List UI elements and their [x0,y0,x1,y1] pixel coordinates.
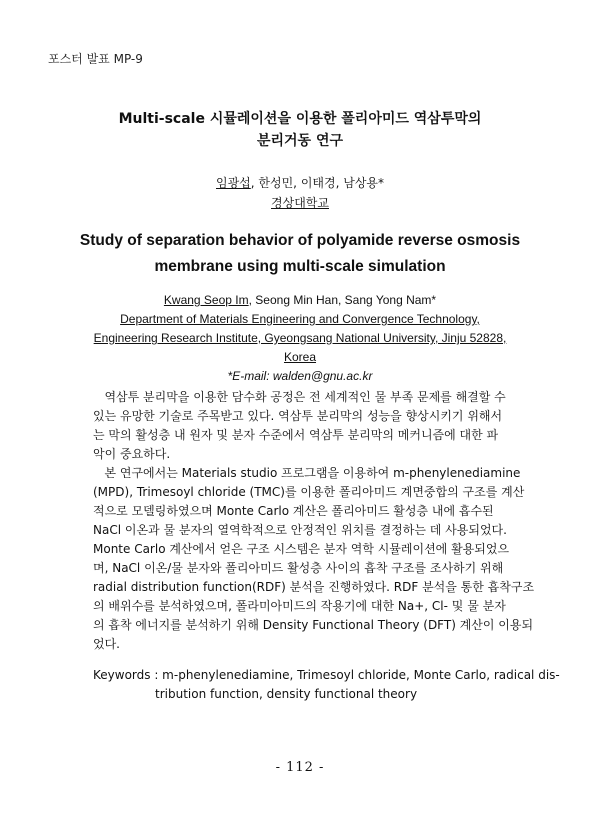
english-coauthors: , Seong Min Han, Sang Yong Nam* [248,293,437,307]
abstract-line: (MPD), Trimesoyl chloride (TMC)를 이용한 폴리아미드 계면중합의 구조를 계산 [93,485,525,499]
affiliation-line-3: Korea [283,350,317,364]
korean-coauthors: , 한성민, 이태경, 남상용* [250,176,384,190]
korean-title-line-1: Multi-scale 시뮬레이션을 이용한 폴리아미드 역삼투막의 [118,111,482,127]
keywords [93,666,560,704]
abstract-line: 역삼투 분리막을 이용한 담수화 공정은 전 세계적인 물 부족 문제를 해결할 수 [93,390,506,404]
abstract-line: 었다. [93,637,120,651]
korean-author-line [60,173,540,193]
abstract-line: Monte Carlo 계산에서 얻은 구조 시스템은 분자 역학 시뮬레이션에 활용되었으 [93,542,510,556]
affiliation-line-1: Department of Materials Engineering and Convergence Technology, [120,312,480,326]
english-first-author: Kwang Seop Im [163,293,249,307]
korean-title [60,108,540,152]
korean-authors [60,173,540,213]
abstract-line: 있는 유망한 기술로 주목받고 있다. 역삼투 분리막의 성능을 향상시키기 위해서 [93,409,503,423]
korean-affiliation: 경상대학교 [271,196,329,210]
korean-first-author: 임광섭 [216,176,251,190]
keywords-line-2: tribution function, density functional theory [155,687,418,701]
abstract-line: 본 연구에서는 Materials studio 프로그램을 이용하여 m-phenylenediamine [93,466,521,480]
english-title-line-1: Study of separation behavior of polyamide reverse osmosis [79,232,521,249]
english-title-line-2: membrane using multi-scale simulation [154,258,446,275]
english-author-line [40,291,560,310]
page-number: - 112 - [275,760,325,775]
affiliation-line-2: Engineering Research Institute, Gyeongsang National University, Jinju 52828, [93,331,507,345]
abstract-line: 악이 중요하다. [93,447,171,461]
abstract-line: radial distribution function(RDF) 분석을 진행하였다. RDF 분석을 통한 흡착구조 [93,580,535,594]
keywords-line-1: Keywords : m-phenylenediamine, Trimesoyl chloride, Monte Carlo, radical dis- [93,668,560,682]
korean-title-line-2: 분리거동 연구 [256,133,344,149]
abstract-line: 적으로 모델링하였으며 Monte Carlo 계산은 폴리아미드 활성층 내에 흡수된 [93,504,494,518]
english-title [40,228,560,280]
abstract-body [93,388,535,654]
poster-section-tag: 포스터 발표 MP-9 [48,52,143,66]
abstract-line: NaCl 이온과 물 분자의 열역학적으로 안정적인 위치를 결정하는 데 사용되었다. [93,523,507,537]
abstract-line: 는 막의 활성층 내 원자 및 분자 수준에서 역삼투 분리막의 메커니즘에 대한 파 [93,428,499,442]
english-authors [40,291,560,386]
corresponding-email: *E-mail: walden@gnu.ac.kr [227,369,373,383]
abstract-line: 의 흡착 에너지를 분석하기 위해 Density Functional Theory (DFT) 계산이 이용되 [93,618,534,632]
abstract-line: 며, NaCl 이온/물 분자와 폴리아미드 활성층 사이의 흡착 구조를 조사하기 위해 [93,561,504,575]
abstract-line: 의 배위수를 분석하였으며, 폴라미아미드의 작용기에 대한 Na+, Cl- 및 물 분자 [93,599,506,613]
